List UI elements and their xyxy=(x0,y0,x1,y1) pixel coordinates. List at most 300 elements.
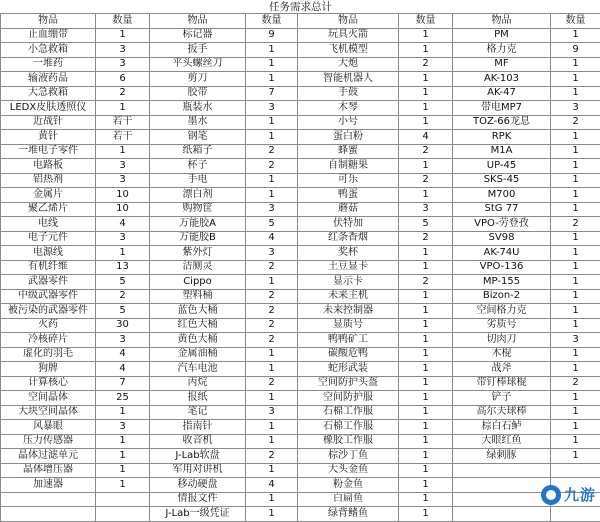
quantity-cell: 1 xyxy=(551,304,600,319)
item-cell: 玩具火箭 xyxy=(298,28,399,43)
item-cell: 武器零件 xyxy=(1,275,96,290)
quantity-cell: 1 xyxy=(246,507,298,522)
quantity-cell: 3 xyxy=(96,43,150,58)
quantity-cell: 1 xyxy=(399,333,453,348)
nine-game-logo-icon xyxy=(541,485,561,505)
item-cell: 收音机 xyxy=(150,434,246,449)
item-cell: 铝热剂 xyxy=(1,173,96,188)
item-cell: VPO-136 xyxy=(453,260,551,275)
item-cell: 显示卡 xyxy=(298,275,399,290)
quantity-cell: 1 xyxy=(551,449,600,464)
quantity-cell: 6 xyxy=(96,72,150,87)
quantity-cell: 5 xyxy=(399,217,453,232)
quantity-cell: 1 xyxy=(399,260,453,275)
quantity-cell: 2 xyxy=(551,115,600,130)
table-row xyxy=(1,86,600,101)
item-cell xyxy=(453,492,551,507)
table-row xyxy=(1,202,600,217)
item-cell: 可乐 xyxy=(298,173,399,188)
quantity-cell: 1 xyxy=(399,28,453,43)
item-cell: 鸭鸭矿工 xyxy=(298,333,399,348)
quantity-cell: 3 xyxy=(96,333,150,348)
item-cell: 钢笔 xyxy=(150,130,246,145)
item-cell: 金属片 xyxy=(1,188,96,203)
quantity-cell: 1 xyxy=(96,101,150,116)
item-cell: 风暴眼 xyxy=(1,420,96,435)
item-cell: 土豆显卡 xyxy=(298,260,399,275)
item-cell: 丙烷 xyxy=(150,376,246,391)
item-cell xyxy=(453,463,551,478)
item-cell: VPO-劳登孜 xyxy=(453,217,551,232)
quantity-cell: 1 xyxy=(246,362,298,377)
quantity-cell xyxy=(96,492,150,507)
item-cell xyxy=(453,507,551,522)
item-cell: 洁厕灵 xyxy=(150,260,246,275)
quantity-cell: 5 xyxy=(246,217,298,232)
item-cell: 汽车电池 xyxy=(150,362,246,377)
quantity-cell: 2 xyxy=(246,159,298,174)
item-cell: M1A xyxy=(453,144,551,159)
quantity-cell: 1 xyxy=(551,159,600,174)
quantity-cell: 1 xyxy=(246,130,298,145)
quantity-cell: 3 xyxy=(96,159,150,174)
item-cell: 白扁鱼 xyxy=(298,492,399,507)
item-cell: 蘑菇 xyxy=(298,202,399,217)
table-row xyxy=(1,434,600,449)
item-cell: 被污染的武器零件 xyxy=(1,304,96,319)
header-item-2: 物品 xyxy=(150,14,246,29)
item-cell: 红色大桶 xyxy=(150,318,246,333)
quantity-cell: 1 xyxy=(399,405,453,420)
item-cell: 电子元件 xyxy=(1,231,96,246)
item-cell: 石棉工作服 xyxy=(298,405,399,420)
quantity-cell: 1 xyxy=(246,275,298,290)
item-cell: 智能机器人 xyxy=(298,72,399,87)
item-cell: RPK xyxy=(453,130,551,145)
item-cell: M700 xyxy=(453,188,551,203)
item-cell: AK-47 xyxy=(453,86,551,101)
table-row xyxy=(1,260,600,275)
quantity-cell: 1 xyxy=(246,391,298,406)
item-cell: AK-103 xyxy=(453,72,551,87)
item-cell: 输液药品 xyxy=(1,72,96,87)
quantity-cell: 3 xyxy=(246,101,298,116)
quantity-cell: 3 xyxy=(399,202,453,217)
item-cell: UP-45 xyxy=(453,159,551,174)
quantity-cell: 1 xyxy=(399,507,453,522)
quantity-cell: 1 xyxy=(551,289,600,304)
table-row xyxy=(1,463,600,478)
item-cell: TOZ-66龙息 xyxy=(453,115,551,130)
quantity-cell: 2 xyxy=(551,376,600,391)
quantity-cell: 1 xyxy=(399,289,453,304)
quantity-cell: 4 xyxy=(399,130,453,145)
quantity-cell: 2 xyxy=(96,289,150,304)
quantity-cell: 1 xyxy=(96,144,150,159)
quantity-cell: 2 xyxy=(399,231,453,246)
quantity-cell: 2 xyxy=(246,318,298,333)
item-cell: 未来控制器 xyxy=(298,304,399,319)
quantity-cell: 5 xyxy=(96,304,150,319)
table-row xyxy=(1,507,600,522)
quantity-cell xyxy=(96,507,150,522)
item-cell: 蛋白粉 xyxy=(298,130,399,145)
item-cell: 晶体过滤单元 xyxy=(1,449,96,464)
quantity-cell: 1 xyxy=(551,391,600,406)
table-row xyxy=(1,246,600,261)
item-cell: 飞机模型 xyxy=(298,43,399,58)
item-cell: 木琴 xyxy=(298,101,399,116)
quantity-cell: 1 xyxy=(551,231,600,246)
quantity-cell: 2 xyxy=(399,144,453,159)
item-cell: 压力传感器 xyxy=(1,434,96,449)
quantity-cell: 1 xyxy=(399,304,453,319)
item-cell: 军用对讲机 xyxy=(150,463,246,478)
quantity-cell: 2 xyxy=(246,376,298,391)
quantity-cell: 1 xyxy=(399,188,453,203)
quantity-cell: 9 xyxy=(246,28,298,43)
quantity-cell: 3 xyxy=(246,246,298,261)
item-cell: StG 77 xyxy=(453,202,551,217)
quantity-cell: 1 xyxy=(551,130,600,145)
item-cell: 金属油桶 xyxy=(150,347,246,362)
table-row xyxy=(1,130,600,145)
quantity-cell: 3 xyxy=(551,101,600,116)
quantity-cell: 25 xyxy=(96,391,150,406)
item-cell: 大急救箱 xyxy=(1,86,96,101)
quantity-cell: 1 xyxy=(246,57,298,72)
quantity-cell: 1 xyxy=(246,463,298,478)
table-row xyxy=(1,159,600,174)
quantity-cell: 1 xyxy=(96,434,150,449)
quantity-cell: 1 xyxy=(399,391,453,406)
table-row xyxy=(1,304,600,319)
item-cell: 万能胶B xyxy=(150,231,246,246)
item-cell: 电源线 xyxy=(1,246,96,261)
table-row xyxy=(1,275,600,290)
watermark-text: 九游 xyxy=(564,484,596,505)
item-cell: 高尔夫球棒 xyxy=(453,405,551,420)
quantity-cell: 若干 xyxy=(96,115,150,130)
item-cell: 情报文件 xyxy=(150,492,246,507)
item-cell: 自制糖果 xyxy=(298,159,399,174)
quantity-cell: 1 xyxy=(551,275,600,290)
header-row xyxy=(1,14,600,29)
table-row xyxy=(1,362,600,377)
item-cell: 棕沙丁鱼 xyxy=(298,449,399,464)
table-row xyxy=(1,492,600,507)
table-row xyxy=(1,28,600,43)
item-cell: SV98 xyxy=(453,231,551,246)
quantity-cell: 3 xyxy=(246,202,298,217)
quantity-cell: 1 xyxy=(399,347,453,362)
quantity-cell: 7 xyxy=(246,86,298,101)
quantity-cell: 1 xyxy=(399,420,453,435)
item-cell: 扳手 xyxy=(150,43,246,58)
quantity-cell: 1 xyxy=(399,43,453,58)
quantity-cell: 9 xyxy=(551,43,600,58)
item-cell: 劣质号 xyxy=(453,318,551,333)
quantity-cell: 2 xyxy=(551,217,600,232)
quantity-cell: 3 xyxy=(96,231,150,246)
table-row xyxy=(1,173,600,188)
item-cell: 战斧 xyxy=(453,362,551,377)
item-cell: 紫外灯 xyxy=(150,246,246,261)
item-cell: J-Lab软盘 xyxy=(150,449,246,464)
item-cell: 小急救箱 xyxy=(1,43,96,58)
table-row xyxy=(1,333,600,348)
item-cell: 蓝色大桶 xyxy=(150,304,246,319)
quantity-cell: 1 xyxy=(551,28,600,43)
item-cell: 购物筐 xyxy=(150,202,246,217)
quantity-cell: 1 xyxy=(551,86,600,101)
quantity-cell: 3 xyxy=(96,173,150,188)
quantity-cell: 1 xyxy=(551,318,600,333)
item-cell: 粉金鱼 xyxy=(298,478,399,493)
item-cell: 绿刺豚 xyxy=(453,449,551,464)
quantity-cell: 2 xyxy=(246,333,298,348)
item-cell: Cippo xyxy=(150,275,246,290)
quantity-cell: 3 xyxy=(551,333,600,348)
item-cell: 止血绷带 xyxy=(1,28,96,43)
item-cell xyxy=(1,507,96,522)
table-row xyxy=(1,289,600,304)
item-cell: PM xyxy=(453,28,551,43)
quantity-cell: 1 xyxy=(246,43,298,58)
quantity-cell: 1 xyxy=(96,463,150,478)
item-cell: 报纸 xyxy=(150,391,246,406)
item-cell: 晶体增压器 xyxy=(1,463,96,478)
quantity-cell: 5 xyxy=(96,275,150,290)
item-cell: 黄色大桶 xyxy=(150,333,246,348)
item-cell: 剪刀 xyxy=(150,72,246,87)
item-cell: Bizon-2 xyxy=(453,289,551,304)
header-qty-3: 数量 xyxy=(399,14,453,29)
quantity-cell: 2 xyxy=(246,289,298,304)
quantity-cell: 1 xyxy=(551,362,600,377)
quantity-cell: 1 xyxy=(399,478,453,493)
quantity-cell: 2 xyxy=(399,275,453,290)
quantity-cell: 1 xyxy=(399,463,453,478)
quantity-cell: 1 xyxy=(246,173,298,188)
item-cell: 大头金鱼 xyxy=(298,463,399,478)
item-cell: 鸭蛋 xyxy=(298,188,399,203)
quantity-cell: 4 xyxy=(246,478,298,493)
item-cell: 带电MP7 xyxy=(453,101,551,116)
item-cell xyxy=(1,492,96,507)
quantity-cell: 1 xyxy=(551,202,600,217)
item-cell: 石棉工作服 xyxy=(298,420,399,435)
quantity-cell: 1 xyxy=(551,72,600,87)
quantity-cell: 1 xyxy=(246,188,298,203)
header-qty-2: 数量 xyxy=(246,14,298,29)
quantity-cell: 1 xyxy=(246,420,298,435)
item-cell: 纸箱子 xyxy=(150,144,246,159)
quantity-cell: 1 xyxy=(551,173,600,188)
quantity-cell: 1 xyxy=(551,434,600,449)
quantity-cell: 1 xyxy=(551,405,600,420)
item-cell: 手电 xyxy=(150,173,246,188)
table-row xyxy=(1,347,600,362)
quantity-cell: 1 xyxy=(399,434,453,449)
quantity-cell: 30 xyxy=(96,318,150,333)
item-cell: 笔记 xyxy=(150,405,246,420)
item-cell: 伏特加 xyxy=(298,217,399,232)
quantity-cell: 4 xyxy=(96,362,150,377)
item-cell: 未来主机 xyxy=(298,289,399,304)
sheet-title: 任务需求总计 xyxy=(1,0,600,14)
item-cell: 有机纤维 xyxy=(1,260,96,275)
item-cell: 奖杯 xyxy=(298,246,399,261)
item-cell: 蛇形武装 xyxy=(298,362,399,377)
item-cell: 木棍 xyxy=(453,347,551,362)
quantity-cell: 4 xyxy=(96,347,150,362)
item-cell: 冷核碎片 xyxy=(1,333,96,348)
item-cell: 带钉棒球棍 xyxy=(453,376,551,391)
item-cell: 标记器 xyxy=(150,28,246,43)
quantity-cell: 3 xyxy=(96,420,150,435)
quantity-cell: 1 xyxy=(399,101,453,116)
quantity-cell: 1 xyxy=(399,318,453,333)
quantity-cell: 2 xyxy=(96,86,150,101)
item-cell: 虚化的羽毛 xyxy=(1,347,96,362)
item-cell: 大眼红鱼 xyxy=(453,434,551,449)
item-cell: 胶带 xyxy=(150,86,246,101)
item-cell: 漂白剂 xyxy=(150,188,246,203)
item-cell: 蜂蜜 xyxy=(298,144,399,159)
quantity-cell: 1 xyxy=(399,449,453,464)
item-cell: MP-155 xyxy=(453,275,551,290)
item-cell: 空间晶体 xyxy=(1,391,96,406)
table-row xyxy=(1,405,600,420)
table-row xyxy=(1,449,600,464)
quantity-cell: 1 xyxy=(551,57,600,72)
quantity-cell: 2 xyxy=(399,173,453,188)
item-cell: 黄针 xyxy=(1,130,96,145)
item-cell: 一堆药 xyxy=(1,57,96,72)
quantity-cell: 4 xyxy=(246,231,298,246)
item-cell: 格力克 xyxy=(453,43,551,58)
header-qty-4: 数量 xyxy=(551,14,600,29)
quantity-cell: 1 xyxy=(246,115,298,130)
quantity-cell: 1 xyxy=(246,492,298,507)
item-cell: 棕白石鲈 xyxy=(453,420,551,435)
item-cell: 指南针 xyxy=(150,420,246,435)
table-row xyxy=(1,115,600,130)
item-cell: 移动硬盘 xyxy=(150,478,246,493)
item-cell: 瓶装水 xyxy=(150,101,246,116)
item-cell: J-Lab一级凭证 xyxy=(150,507,246,522)
item-cell: 塑料桶 xyxy=(150,289,246,304)
quantity-cell: 2 xyxy=(246,260,298,275)
item-cell: 切肉刀 xyxy=(453,333,551,348)
table-row xyxy=(1,391,600,406)
item-cell: 墨水 xyxy=(150,115,246,130)
quantity-cell: 1 xyxy=(551,260,600,275)
quantity-cell: 若干 xyxy=(96,130,150,145)
quantity-cell: 7 xyxy=(96,376,150,391)
item-cell: 显质号 xyxy=(298,318,399,333)
item-cell: AK-74U xyxy=(453,246,551,261)
table-row xyxy=(1,420,600,435)
title-row xyxy=(1,0,600,14)
item-cell: SKS-45 xyxy=(453,173,551,188)
table-row xyxy=(1,231,600,246)
quantity-cell: 1 xyxy=(246,347,298,362)
table-row xyxy=(1,188,600,203)
quantity-cell: 1 xyxy=(551,420,600,435)
quantity-cell: 10 xyxy=(96,202,150,217)
quantity-cell xyxy=(551,463,600,478)
item-cell: 杯子 xyxy=(150,159,246,174)
table-row xyxy=(1,101,600,116)
item-cell: 手鼓 xyxy=(298,86,399,101)
quantity-cell: 1 xyxy=(399,492,453,507)
quantity-cell: 1 xyxy=(399,362,453,377)
item-cell: 碳酸危鸭 xyxy=(298,347,399,362)
quantity-cell: 1 xyxy=(96,478,150,493)
table-row xyxy=(1,478,600,493)
table-row xyxy=(1,376,600,391)
item-cell: 中级武器零件 xyxy=(1,289,96,304)
table-row xyxy=(1,57,600,72)
quantity-cell: 2 xyxy=(246,449,298,464)
quantity-cell: 1 xyxy=(96,449,150,464)
quantity-cell: 1 xyxy=(96,28,150,43)
quantity-cell: 3 xyxy=(96,57,150,72)
quantity-cell: 1 xyxy=(246,434,298,449)
quantity-cell: 1 xyxy=(96,405,150,420)
item-cell: LEDX皮肤透照仪 xyxy=(1,101,96,116)
quantity-cell: 1 xyxy=(551,246,600,261)
item-cell: 聚乙烯片 xyxy=(1,202,96,217)
table-row xyxy=(1,43,600,58)
quantity-cell: 2 xyxy=(399,57,453,72)
item-cell: 火药 xyxy=(1,318,96,333)
quantity-cell: 1 xyxy=(399,376,453,391)
item-cell: 空间防护头盔 xyxy=(298,376,399,391)
table-row xyxy=(1,144,600,159)
item-cell: 电线 xyxy=(1,217,96,232)
quantity-cell: 1 xyxy=(399,159,453,174)
item-cell: 一堆电子零件 xyxy=(1,144,96,159)
item-cell: 空间防护服 xyxy=(298,391,399,406)
item-cell: 小号 xyxy=(298,115,399,130)
quantity-cell: 4 xyxy=(96,217,150,232)
quantity-cell: 1 xyxy=(551,188,600,203)
item-cell: 绿背鳍鱼 xyxy=(298,507,399,522)
item-cell: 加速器 xyxy=(1,478,96,493)
quantity-cell: 2 xyxy=(246,304,298,319)
quantity-cell: 1 xyxy=(551,347,600,362)
quantity-cell: 1 xyxy=(399,86,453,101)
quantity-cell: 1 xyxy=(399,115,453,130)
item-cell: 电路板 xyxy=(1,159,96,174)
quantity-cell: 10 xyxy=(96,188,150,203)
item-cell: 大块空间晶体 xyxy=(1,405,96,420)
header-item-4: 物品 xyxy=(453,14,551,29)
quantity-cell xyxy=(551,507,600,522)
quantity-cell: 2 xyxy=(246,144,298,159)
item-cell: 大炮 xyxy=(298,57,399,72)
item-cell: 计算核心 xyxy=(1,376,96,391)
item-cell: 红条香烟 xyxy=(298,231,399,246)
header-qty-1: 数量 xyxy=(96,14,150,29)
item-cell: 近战针 xyxy=(1,115,96,130)
table-row xyxy=(1,72,600,87)
quantity-cell: 13 xyxy=(96,260,150,275)
item-cell: 狗牌 xyxy=(1,362,96,377)
